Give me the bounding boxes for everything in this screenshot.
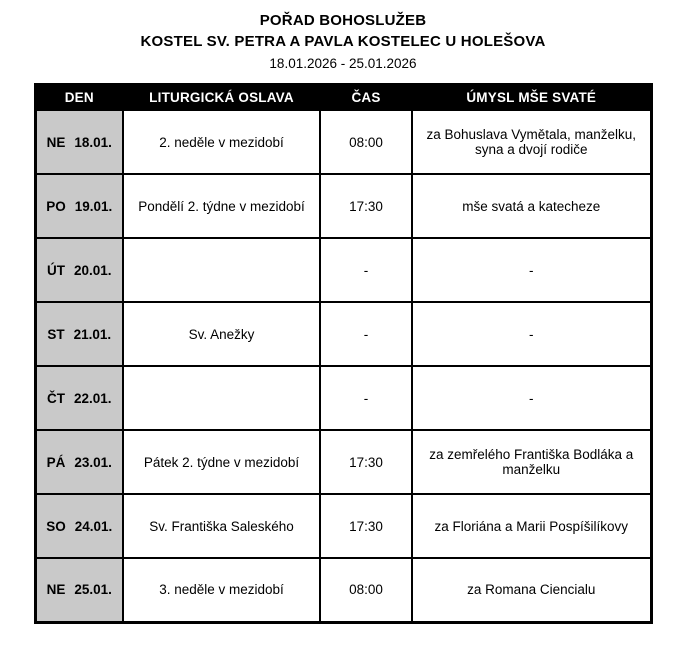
day-date: 23.01. [74,454,112,470]
time-cell: - [320,238,412,302]
day-date: 25.01. [74,582,112,598]
page-title: POŘAD BOHOSLUŽEB [259,12,427,29]
day-cell [35,558,123,622]
table-body [35,110,651,622]
liturgy-cell: 2. neděle v mezidobí [123,110,320,174]
table-row [35,494,651,558]
day-date: 18.01. [74,134,112,150]
table-header [35,85,651,111]
time-cell: 17:30 [320,430,412,494]
time-cell: - [320,302,412,366]
date-range: 18.01.2026 - 25.01.2026 [269,56,417,71]
day-abbr: SO [46,518,66,534]
day-cell [35,174,123,238]
day-abbr: ČT [46,390,65,406]
liturgy-cell: 3. neděle v mezidobí [123,558,320,622]
day-abbr: NE [46,134,66,150]
day-cell [35,494,123,558]
liturgy-cell: Sv. Františka Saleského [123,494,320,558]
day-abbr: NE [46,582,66,598]
liturgy-cell [123,366,320,430]
table-row [35,174,651,238]
page-subtitle: KOSTEL SV. PETRA A PAVLA KOSTELEC U HOLEŠOVA [140,33,546,50]
day-cell [35,302,123,366]
time-cell: 08:00 [320,558,412,622]
header-row [35,85,651,111]
day-abbr: PO [46,198,66,214]
time-cell: 08:00 [320,110,412,174]
intention-cell: mše svatá a katecheze [412,174,651,238]
time-cell: - [320,366,412,430]
table-row [35,366,651,430]
header-umysl: ÚMYSL MŠE SVATÉ [412,85,651,111]
table-row [35,110,651,174]
header-cas: ČAS [320,85,412,111]
liturgy-cell: Pondělí 2. týdne v mezidobí [123,174,320,238]
day-abbr: PÁ [46,454,66,470]
liturgy-cell: Pátek 2. týdne v mezidobí [123,430,320,494]
day-date: 24.01. [74,518,113,534]
day-cell [35,430,123,494]
time-cell: 17:30 [320,174,412,238]
header-liturgicka-oslava: LITURGICKÁ OSLAVA [123,85,320,111]
liturgy-cell: Sv. Anežky [123,302,320,366]
intention-cell: za Romana Ciencialu [412,558,651,622]
intention-cell: za zemřelého Františka Bodláka a manželku [412,430,651,494]
day-date: 21.01. [73,326,112,342]
day-cell [35,238,123,302]
schedule-table [34,83,653,624]
day-date: 19.01. [74,198,113,214]
liturgy-cell [123,238,320,302]
day-cell [35,110,123,174]
day-date: 20.01. [73,262,112,278]
day-abbr: ST [47,326,65,342]
intention-cell: za Floriána a Marii Pospíšilíkovy [412,494,651,558]
table-row [35,558,651,622]
intention-cell: - [412,238,651,302]
intention-cell: - [412,302,651,366]
day-date: 22.01. [73,390,112,406]
day-abbr: ÚT [46,262,65,278]
header-den: DEN [35,85,123,111]
table-row [35,238,651,302]
time-cell: 17:30 [320,494,412,558]
table-row [35,302,651,366]
table-row [35,430,651,494]
intention-cell: - [412,366,651,430]
day-cell [35,366,123,430]
intention-cell: za Bohuslava Vymětala, manželku, syna a dvojí rodiče [412,110,651,174]
